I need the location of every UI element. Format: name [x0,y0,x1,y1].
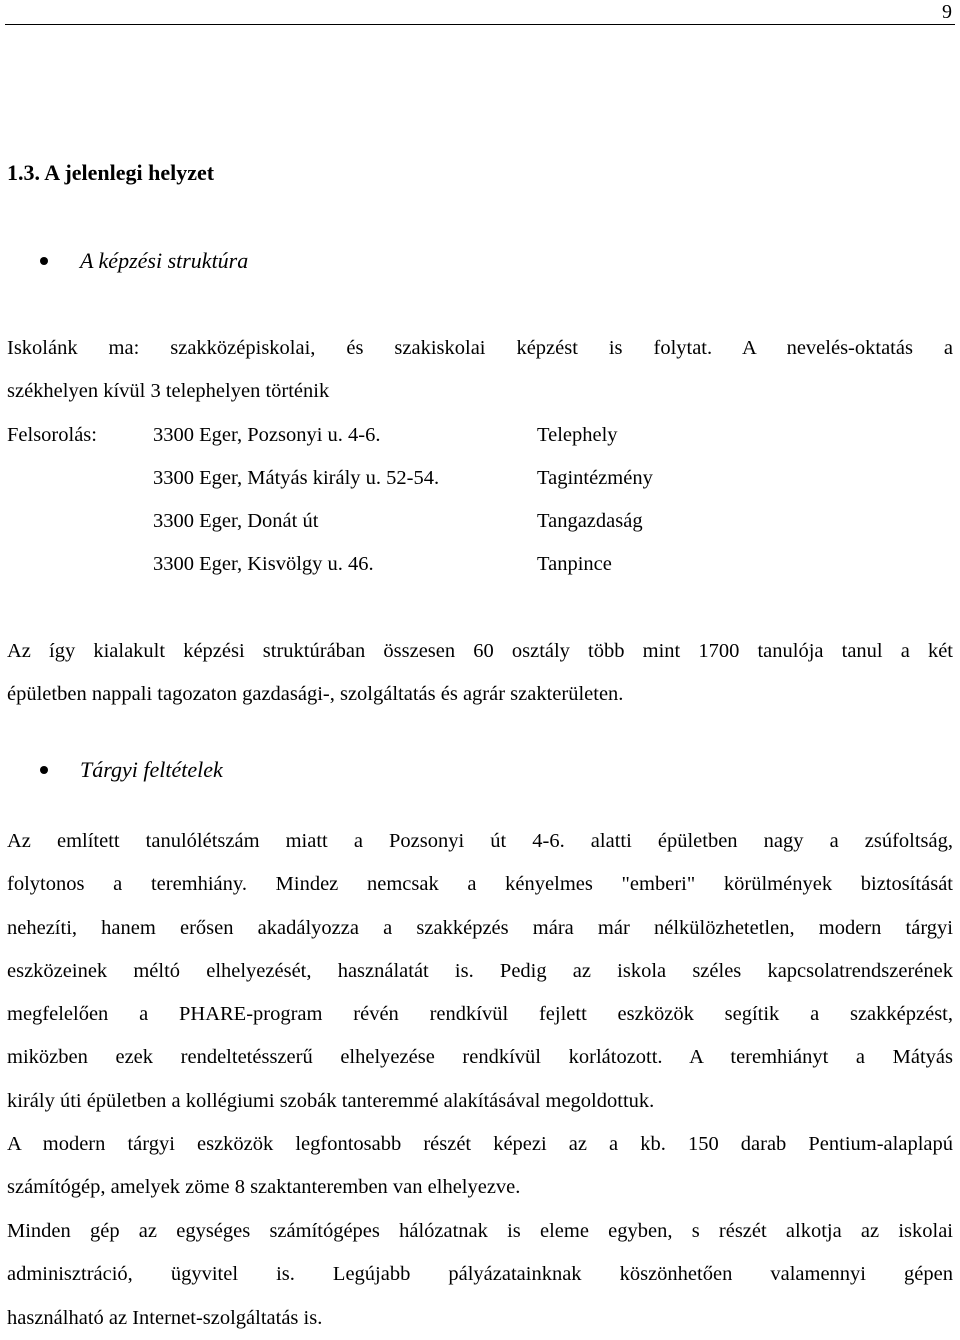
text-line: Az említett tanulólétszám miatt a Pozsonyi út 4-6. alatti épületben nagy a zsúfoltság, [7,830,953,852]
text-line: nehezíti, hanem erősen akadályozza a szakképzés mára már nélkülözhetetlen, modern tárgyi [7,916,953,939]
page-number: 9 [942,1,952,23]
text-line: megfelelően a PHARE-program révén rendkívül fejlett eszközök segítik a szakképzést, [7,1003,953,1026]
text-line: folytonos a teremhiány. Mindez nemcsak a kényelmes "emberi" körülmények biztosítását [7,873,953,896]
text-line: A modern tárgyi eszközök legfontosabb részét képezi az a kb. 150 darab Pentium-alaplapú [7,1133,953,1155]
network-paragraph [7,1210,953,1340]
header-rule [5,24,955,25]
location-type: Tangazdaság [537,510,643,532]
text-line: számítógép, amelyek zöme 8 szaktanteremben van elhelyezve. [7,1176,521,1199]
text-line: használható az Internet-szolgáltatás is. [7,1306,323,1329]
intro-paragraph [7,327,953,414]
bullet-heading: Tárgyi feltételek [80,757,223,782]
equipment-paragraph [7,1123,953,1210]
location-address: 3300 Eger, Donát út [153,510,319,532]
text-line: miközben ezek rendeltetésszerű elhelyezése rendkívül korlátozott. A teremhiányt a Mátyás [7,1046,953,1069]
text-line: adminisztráció, ügyvitel is. Legújabb pályázatainknak köszönhetően valamennyi gépen [7,1263,953,1286]
bullet-dot-icon [40,257,48,265]
text-line: király úti épületben a kollégiumi szobák tanteremmé alakításával megoldottuk. [7,1089,655,1112]
text-line: épületben nappali tagozaton gazdasági-, szolgáltatás és agrár szakterületen. [7,683,624,706]
location-address: 3300 Eger, Mátyás király u. 52-54. [153,467,440,489]
list-label: Felsorolás: [7,424,97,446]
bullet-dot-icon [40,766,48,774]
section-title: 1.3. A jelenlegi helyzet [7,160,215,185]
bullet-heading: A képzési struktúra [80,248,249,273]
text-line: Minden gép az egységes számítógépes hálózatnak is eleme egyben, s részét alkotja az iskolai [7,1220,953,1242]
location-address: 3300 Eger, Pozsonyi u. 4-6. [153,424,381,446]
text-line: eszközeinek méltó elhelyezését, használatát is. Pedig az iskola széles kapcsolatrendszerének [7,959,953,982]
text-line: székhelyen kívül 3 telephelyen történik [7,380,330,403]
conditions-paragraph [7,820,953,1123]
location-type: Tanpince [537,553,612,575]
structure-paragraph [7,630,953,717]
location-type: Tagintézmény [537,467,653,489]
text-line: Az így kialakult képzési struktúrában összesen 60 osztály több mint 1700 tanulója tanul a két [7,640,953,662]
text-line: Iskolánk ma: szakközépiskolai, és szakiskolai képzést is folytat. A nevelés-oktatás a [7,337,953,359]
location-address: 3300 Eger, Kisvölgy u. 46. [153,553,374,575]
location-type: Telephely [537,424,618,446]
